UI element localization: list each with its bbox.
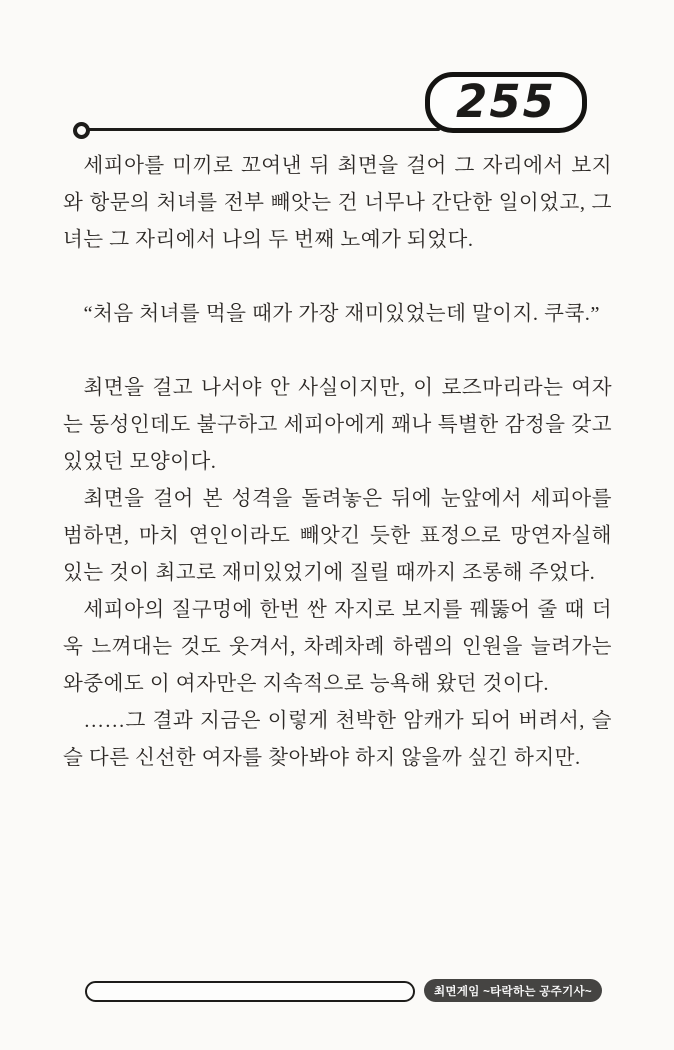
paragraph-6: ……그 결과 지금은 이렇게 천박한 암캐가 되어 버려서, 슬슬 다른 신선한 여자를 찾아봐야 하지 않을까 싶긴 하지만.	[63, 710, 612, 769]
body-text	[63, 148, 612, 777]
header-rule	[88, 128, 440, 131]
page-number: 255	[456, 75, 556, 128]
page-number-badge	[425, 72, 587, 133]
paragraph-3: 최면을 걸고 나서야 안 사실이지만, 이 로즈마리라는 여자는 동성인데도 불구하고 세피아에게 꽤나 특별한 감정을 갖고 있었던 모양이다.	[63, 377, 612, 473]
series-title-badge	[424, 979, 602, 1002]
series-title: 최면게임 ~타락하는 공주기사~	[434, 985, 592, 998]
footer-decorative-pill	[85, 981, 415, 1002]
paragraph-1: 세피아를 미끼로 꼬여낸 뒤 최면을 걸어 그 자리에서 보지와 항문의 처녀를 전부 빼앗는 건 너무나 간단한 일이었고, 그녀는 그 자리에서 나의 두 번째 노예가 되었다.	[63, 155, 612, 251]
paragraph-4: 최면을 걸어 본 성격을 돌려놓은 뒤에 눈앞에서 세피아를 범하면, 마치 연인이라도 빼앗긴 듯한 표정으로 망연자실해 있는 것이 최고로 재미있었기에 질릴 때까지 조롱해 주었다.	[63, 488, 612, 584]
paragraph-2-dialogue: “처음 처녀를 먹을 때가 가장 재미있었는데 말이지. 쿠쿡.”	[83, 303, 600, 325]
paragraph-5: 세피아의 질구멍에 한번 싼 자지로 보지를 꿰뚫어 줄 때 더욱 느껴대는 것도 웃겨서, 차례차례 하렘의 인원을 늘려가는 와중에도 이 여자만은 지속적으로 능욕해 왔던 것이다.	[63, 599, 612, 695]
